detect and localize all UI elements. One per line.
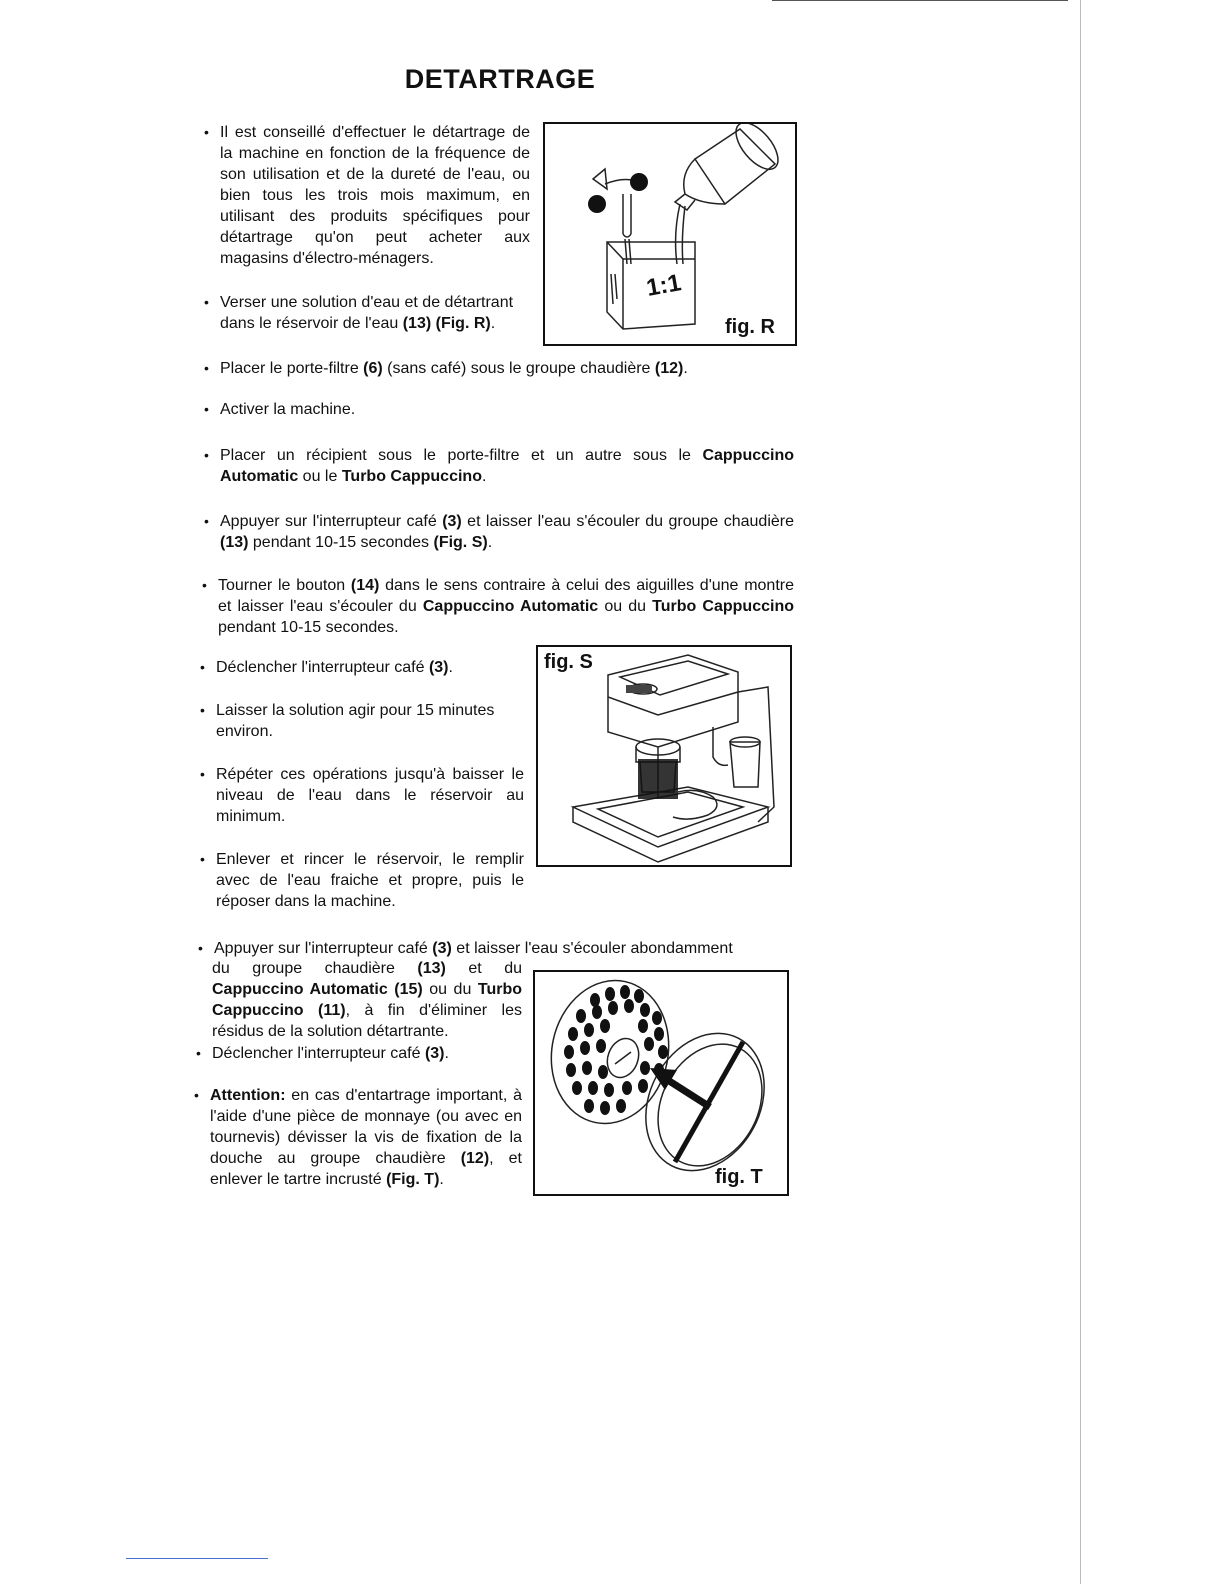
coffee-machine-illustration <box>538 647 790 865</box>
right-margin-rule <box>1080 0 1081 1584</box>
list-item: • Verser une solution d'eau et de détartrant dans le réservoir de l'eau (13) (Fig. R). <box>204 294 514 332</box>
figure-r <box>543 122 797 346</box>
figure-s <box>536 645 792 867</box>
list-item: • Enlever et rincer le réservoir, le remplir avec de l'eau fraiche et propre, puis le réposer dans la machine. <box>200 851 524 910</box>
list-item: • Répéter ces opérations jusqu'à baisser le niveau de l'eau dans le réservoir au minimum. <box>200 766 524 825</box>
figure-r-label: fig. R <box>725 316 775 338</box>
figure-t-label: fig. T <box>715 1166 763 1188</box>
figure-s-label: fig. S <box>544 651 593 673</box>
list-item: • Appuyer sur l'interrupteur café (3) et laisser l'eau s'écouler du groupe chaudière (13) pendant 10-15 secondes (Fig. S). <box>204 513 795 551</box>
page-title: DETARTRAGE <box>404 64 596 94</box>
list-item: • Laisser la solution agir pour 15 minutes environ. <box>200 702 495 740</box>
list-item: • Attention: en cas d'entartrage important, à l'aide d'une pièce de monnaye (ou avec en tournevis) dévisser la vis de fixation de la douche au groupe chaudière (12), et enlever le tartre incrusté (Fig. T). <box>194 1087 523 1188</box>
list-item: • Tourner le bouton (14) dans le sens contraire à celui des aiguilles d'une montre et laisser l'eau s'écouler du Cappuccino Automatic ou du Turbo Cappuccino pendant 10-15 secondes. <box>202 577 794 636</box>
descaling-pour-illustration <box>545 124 795 344</box>
list-item: • Appuyer sur l'interrupteur café (3) et laisser l'eau s'écouler abondamment <box>198 940 733 957</box>
list-item: • Activer la machine. <box>204 401 356 418</box>
list-item: • Déclencher l'interrupteur café (3). <box>196 1045 449 1062</box>
top-rule <box>772 0 1068 1</box>
shower-screen-illustration <box>535 972 787 1194</box>
list-item: • Il est conseillé d'effectuer le détartrage de la machine en fonction de la fréquence de son utilisation et de la dureté de l'eau, ou bien tous les trois mois maximum, en utilisant des produits spécifiques pour détartrage qu'on peut acheter aux magasins d'électro-ménagers. <box>204 124 530 267</box>
list-item: • Déclencher l'interrupteur café (3). <box>200 659 453 676</box>
bottom-rule <box>126 1558 268 1559</box>
list-item: • Placer un récipient sous le porte-filtre et un autre sous le Cappuccino Automatic ou le Turbo Cappuccino. <box>204 447 794 485</box>
list-item: • Placer le porte-filtre (6) (sans café) sous le groupe chaudière (12). <box>204 360 688 377</box>
figure-t <box>533 970 789 1196</box>
ratio-label: 1:1 <box>644 269 684 302</box>
list-item: du groupe chaudière (13) et du Cappuccino Automatic (15) ou du Turbo Cappuccino (11), à fin d'éliminer les résidus de la solution détartrante. <box>212 960 523 1040</box>
